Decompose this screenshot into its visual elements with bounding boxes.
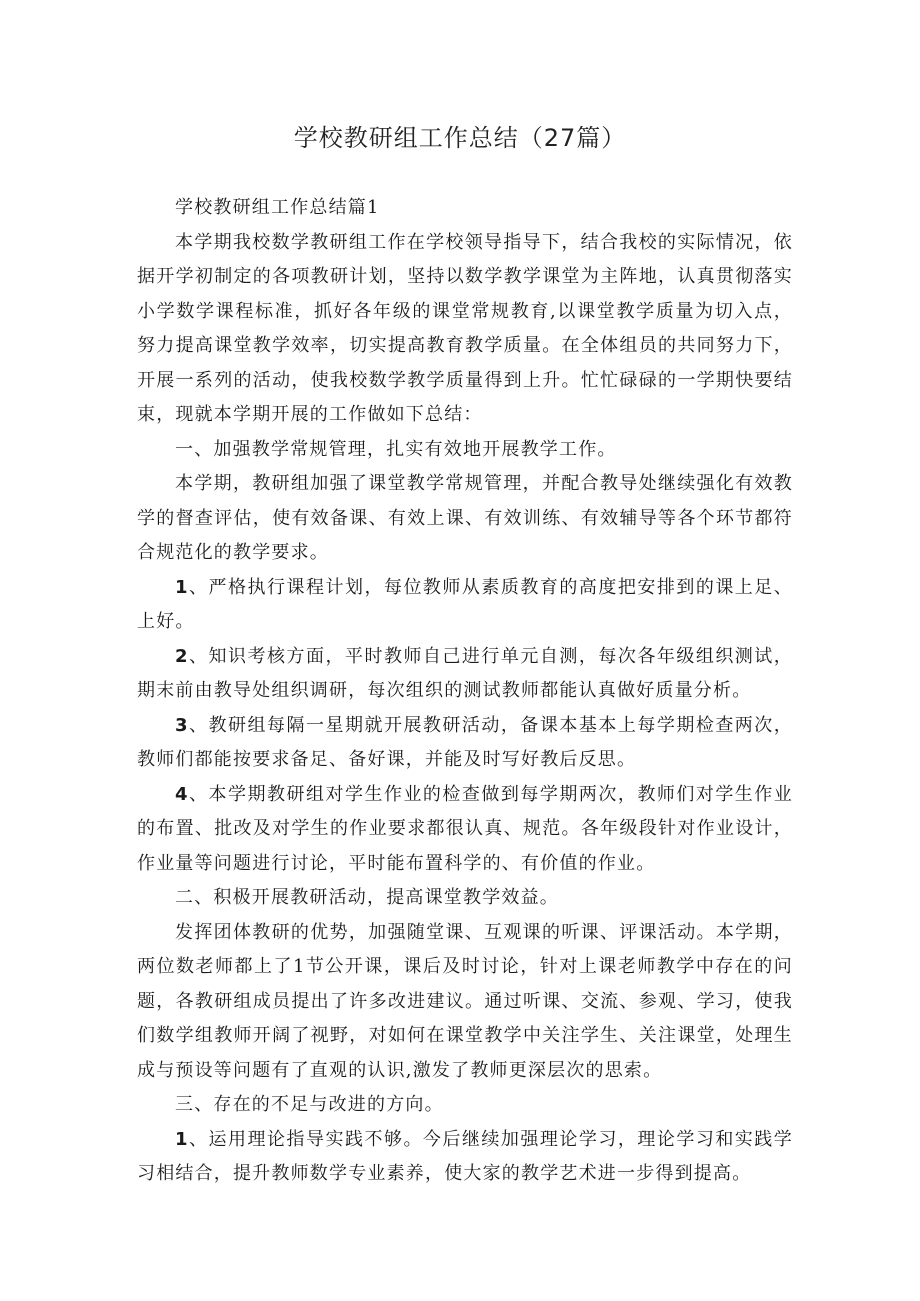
paragraph-heading: 三、存在的不足与改进的方向。 bbox=[175, 1094, 444, 1115]
item-number: 3 bbox=[175, 714, 189, 736]
paragraph-heading: 一、加强教学常规管理，扎实有效地开展教学工作。 bbox=[175, 438, 617, 460]
item-number: 1 bbox=[175, 576, 189, 598]
numbered-paragraph: 3、教研组每隔一星期就开展教研活动，备课本基本上每学期检查两次，教师们都能按要求备足、备好课，并能及时写好教后反思。 bbox=[137, 714, 793, 770]
paragraph: 本学期，教研组加强了课堂教学常规管理，并配合教导处继续强化有效教学的督查评估，使有效备课、有效上课、有效训练、有效辅导等各个环节都符合规范化的教学要求。 bbox=[137, 473, 793, 563]
paragraph: 本学期我校数学教研组工作在学校领导指导下，结合我校的实际情况，依据开学初制定的各项教研计划，坚持以数学教学课堂为主阵地，认真贯彻落实小学数学课程标准，抓好各年级的课堂常规教育,以课堂教学质量为切入点，努力提高课堂教学效率，切实提高教育教学质量。在全体组员的共同努力下，开展一系列的活动，使我校数学教学质量得到上升。忙忙碌碌的一学期快要结束，现就本学期开展的工作做如下总结： bbox=[137, 231, 793, 425]
paragraph-section-heading: 学校教研组工作总结篇1 bbox=[175, 197, 380, 218]
numbered-paragraph: 2、知识考核方面，平时教师自己进行单元自测，每次各年级组织测试，期末前由教导处组织调研，每次组织的测试教师都能认真做好质量分析。 bbox=[137, 645, 793, 701]
item-number: 1 bbox=[175, 1128, 189, 1150]
document-body bbox=[137, 191, 793, 1192]
paragraph: 发挥团体教研的优势，加强随堂课、互观课的听课、评课活动。本学期，两位数老师都上了1节公开课，课后及时讨论，针对上课老师教学中存在的问题，各教研组成员提出了许多改进建议。通过听课、交流、参观、学习，使我们数学组教师开阔了视野，对如何在课堂教学中关注学生、关注课堂，处理生成与预设等问题有了直观的认识,激发了教师更深层次的思索。 bbox=[137, 921, 793, 1081]
numbered-paragraph: 4、本学期教研组对学生作业的检查做到每学期两次，教师们对学生作业的布置、批改及对学生的作业要求都很认真、规范。各年级段针对作业设计，作业量等问题进行讨论，平时能布置科学的、有价值的作业。 bbox=[137, 783, 793, 874]
item-number: 4 bbox=[175, 783, 189, 805]
numbered-paragraph: 1、运用理论指导实践不够。今后继续加强理论学习，理论学习和实践学习相结合，提升教师数学专业素养，使大家的教学艺术进一步得到提高。 bbox=[137, 1128, 793, 1184]
paragraph-heading: 二、积极开展教研活动，提高课堂教学效益。 bbox=[175, 887, 559, 908]
document-title: 学校教研组工作总结（27篇） bbox=[293, 124, 627, 152]
item-number: 2 bbox=[175, 645, 189, 667]
numbered-paragraph: 1、严格执行课程计划，每位教师从素质教育的高度把安排到的课上足、上好。 bbox=[137, 576, 793, 632]
